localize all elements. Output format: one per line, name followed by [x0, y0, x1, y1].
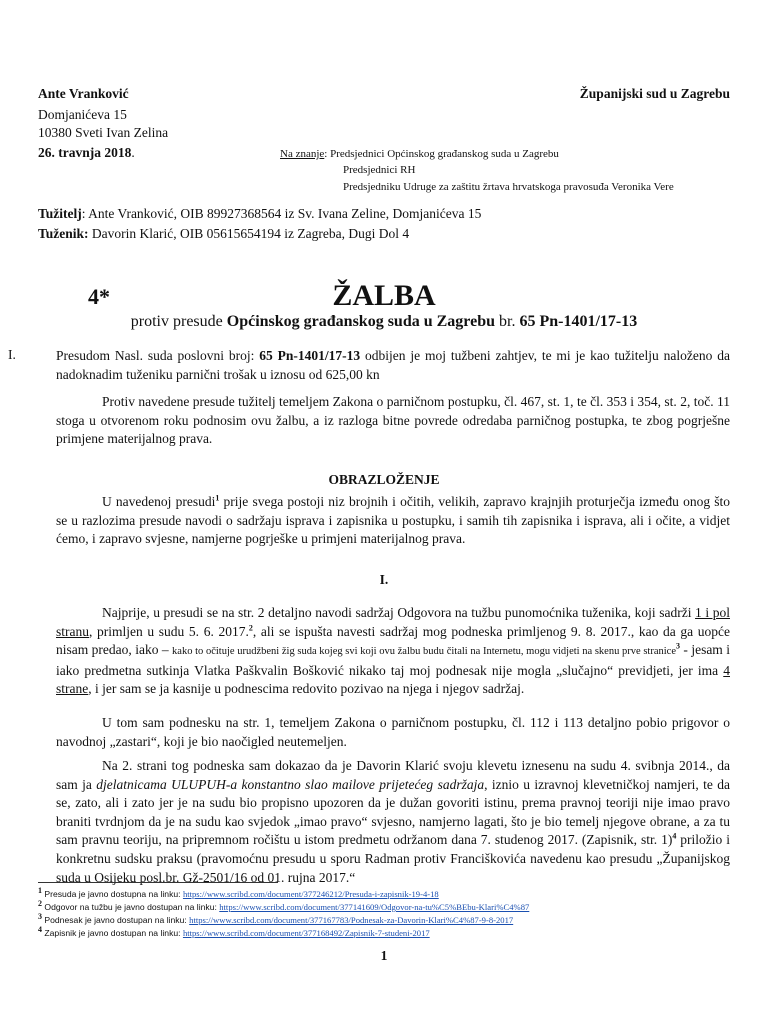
reasoning-heading: OBRAZLOŽENJE — [328, 472, 440, 487]
r4-text-c: priložio i konkretnu sudsku praksu (pravomoćnu presudu u sporu Radman protiv Franciškovića navedenu kao presudu „Županijskog suda u Osijeku posl.br. Gž-2501/16 od 01. rujna 2017.“ — [56, 832, 730, 885]
footnote-3-link[interactable]: https://www.scribd.com/document/377167783/Podnesak-za-Davorin-Klari%C4%87-9-8-2017 — [189, 915, 514, 925]
r3-text: U tom sam podnesku na str. 1, temeljem Zakona o parničnom postupku, čl. 112 i 113 detaljno pobio prigovor o navodnoj „zastari“, koji je bio naočigled neutemeljen. — [56, 715, 730, 749]
footnote-2 — [38, 899, 530, 912]
footnote-2-link[interactable]: https://www.scribd.com/document/377141609/Odgovor-na-tu%C5%BEbu-Klari%C4%87 — [219, 902, 530, 912]
r1-text-b: prije svega postoji niz brojnih i očitih, velikih, zapravo krajnjih proturječja između onog što se u razlozima presude navodi o sadržaju isprava i zapisnika u postupku, i samih tih zapisnika i isprava, ali i očite, a vidjet ćemo, i zapravo svjesne, namjerne pogrješke u primjeni materijalnog prava. — [56, 494, 731, 547]
r2-text-b: , primljen u sudu 5. 6. 2017. — [89, 623, 249, 639]
footnote-ref-4[interactable]: 4 — [672, 831, 677, 841]
reasoning-paragraph-1 — [56, 493, 730, 549]
document-mark: 4* — [88, 284, 110, 309]
plaintiff-details: : Ante Vranković, OIB 89927368564 iz Sv. Ivana Zeline, Domjanićeva 15 — [81, 206, 482, 221]
subtitle-prefix: protiv presude — [130, 313, 227, 330]
section-numeral: I. — [8, 347, 16, 362]
sender-street: Domjanićeva 15 — [38, 107, 127, 122]
r2-underlined-1: 1 i pol stranu — [56, 605, 730, 639]
r2-small-note: kako to očituje urudžbeni žig suda kojeg svi koji ovu žalbu budu čitali na Internetu, mogu vidjeti na skenu prve stranice — [172, 646, 676, 658]
footnote-3 — [38, 912, 514, 925]
notice-text-1: : Predsjednici Općinskog građanskog suda u Zagrebu — [324, 148, 559, 160]
r4-italic-quote: djelatnicama ULUPUH-a konstantno slao mailove prijetećeg sadržaja — [96, 776, 485, 792]
defendant-label: Tuženik: — [38, 226, 89, 241]
r2-text-a: Najprije, u presudi se na str. 2 detaljno navodi sadržaj Odgovora na tužbu punomoćnika tuženika, koji sadrži — [102, 605, 696, 620]
footnote-1-label: Presuda je javno dostupna na linku: — [42, 889, 183, 899]
footnote-1-link[interactable]: https://www.scribd.com/document/377246212/Presuda-i-zapisnik-19-4-18 — [182, 889, 439, 899]
p1-text-b: odbijen je moj tužbeni zahtjev, te mi je kao tužitelju naloženo da nadoknadim tuženiku parnični trošak u iznosu od 625,00 kn — [56, 348, 730, 382]
subtitle-court: Općinskog građanskog suda u Zagrebu — [226, 313, 495, 330]
footnote-2-number: 2 — [38, 899, 42, 909]
footnote-4-label: Zapisnik je javno dostupan na linku: — [42, 928, 183, 938]
footnote-ref-3[interactable]: 3 — [675, 641, 680, 651]
document-subtitle — [0, 313, 768, 331]
footnote-3-label: Podnesak je javno dostupan na linku: — [42, 915, 190, 925]
r4-text-b: , iznio u izravnoj klevetničkoj namjeri, te da se, zato, ali i zato jer je na sudu bio propisno upozoren da je dužan govoriti istinu, prema pravnoj teoriji nije imao pravo braniti tvrdnjom da je na sudu kao svjedok „imao pravo“ svjesno, namjerno lagati, što je bio temelj njegove obrane, a za tu sam pravnu teoriju, na pripremnom ročištu u istom predmetu održanom dana 7. studenog 2017. (Zapisnik, str. 1) — [56, 776, 730, 848]
subtitle-mid: br. — [495, 313, 520, 330]
plaintiff-label: Tužitelj — [38, 206, 82, 221]
footnote-1-number: 1 — [38, 886, 42, 896]
footnote-2-label: Odgovor na tužbu je javno dostupan na linku: — [42, 902, 220, 912]
date-text: 26. travnja 2018 — [38, 145, 132, 160]
notice-label: Na znanje — [280, 148, 325, 160]
notice-line-3: Predsjedniku Udruge za zaštitu žrtava hrvatskoga pravosuđa Veronika Vere — [343, 181, 674, 193]
section1-paragraph-2 — [56, 393, 730, 449]
section1-paragraph-1 — [56, 347, 730, 384]
date-dot: . — [131, 145, 135, 160]
footnote-4-number: 4 — [38, 925, 42, 935]
defendant-details: Davorin Klarić, OIB 05615654194 iz Zagreba, Dugi Dol 4 — [88, 226, 410, 241]
letter-date — [38, 145, 135, 161]
r1-text-a: U navedenoj presudi — [102, 494, 216, 509]
sender-name: Ante Vranković — [38, 86, 129, 101]
defendant-line — [38, 226, 409, 242]
footnote-4-link[interactable]: https://www.scribd.com/document/377168492/Zapisnik-7-studeni-2017 — [182, 928, 430, 938]
reasoning-paragraph-2 — [56, 604, 730, 699]
subtitle-case-number: 65 Pn-1401/17-13 — [519, 313, 638, 330]
notice-line-2: Predsjednici RH — [343, 164, 416, 176]
page-number: 1 — [380, 948, 388, 963]
r4-text-a: Na 2. strani tog podneska sam dokazao da je Davorin Klarić svoju klevetu iznesenu na sudu 4. svibnja 2014., da sam ja — [56, 758, 730, 792]
footnote-3-number: 3 — [38, 912, 42, 922]
sender-city: 10380 Sveti Ivan Zelina — [38, 125, 169, 140]
plaintiff-line — [38, 206, 481, 222]
p1-case-number: 65 Pn-1401/17-13 — [259, 348, 361, 363]
r2-underlined-2: 4 strane — [56, 662, 730, 697]
reasoning-subheading: I. — [379, 572, 389, 587]
footnote-ref-2[interactable]: 2 — [248, 623, 253, 633]
document-title: ŽALBA — [332, 279, 436, 312]
r2-text-d: - jesam i iako predmetna sutkinja Vlatka Paškvalin Bošković nikako taj moj podnesak nije mogla „slučajno“ previdjeti, jer ima — [56, 642, 730, 678]
reasoning-paragraph-4 — [56, 757, 730, 887]
footnote-1 — [38, 886, 439, 899]
footnote-separator — [38, 882, 278, 883]
p1-text-a: Presudom Nasl. suda poslovni broj: — [56, 348, 260, 363]
reasoning-paragraph-3 — [56, 714, 730, 751]
footnote-ref-1[interactable]: 1 — [215, 493, 220, 503]
recipient-court: Županijski sud u Zagrebu — [579, 86, 730, 101]
footnote-4 — [38, 925, 430, 938]
r2-text-e: , i jer sam se ja kasnije u podnescima redovito pozivao na njega i njegov sadržaj. — [88, 681, 525, 697]
r2-text-c: , ali se ispušta navesti sadržaj mog podneska primljenog 9. 8. 2017., kao da ga uopće nisam predao, iako – — [56, 623, 730, 658]
p2-text: Protiv navedene presude tužitelj temeljem Zakona o parničnom postupku, čl. 467, st. 1, te čl. 353 i 354, st. 2, toč. 11 stoga u otvorenom roku podnosim ovu žalbu, a iz razloga bitne povrede odredaba parničnog postupka, te zbog pogrješne primjene materijalnog prava. — [56, 394, 730, 447]
notice-line-1 — [280, 148, 559, 160]
